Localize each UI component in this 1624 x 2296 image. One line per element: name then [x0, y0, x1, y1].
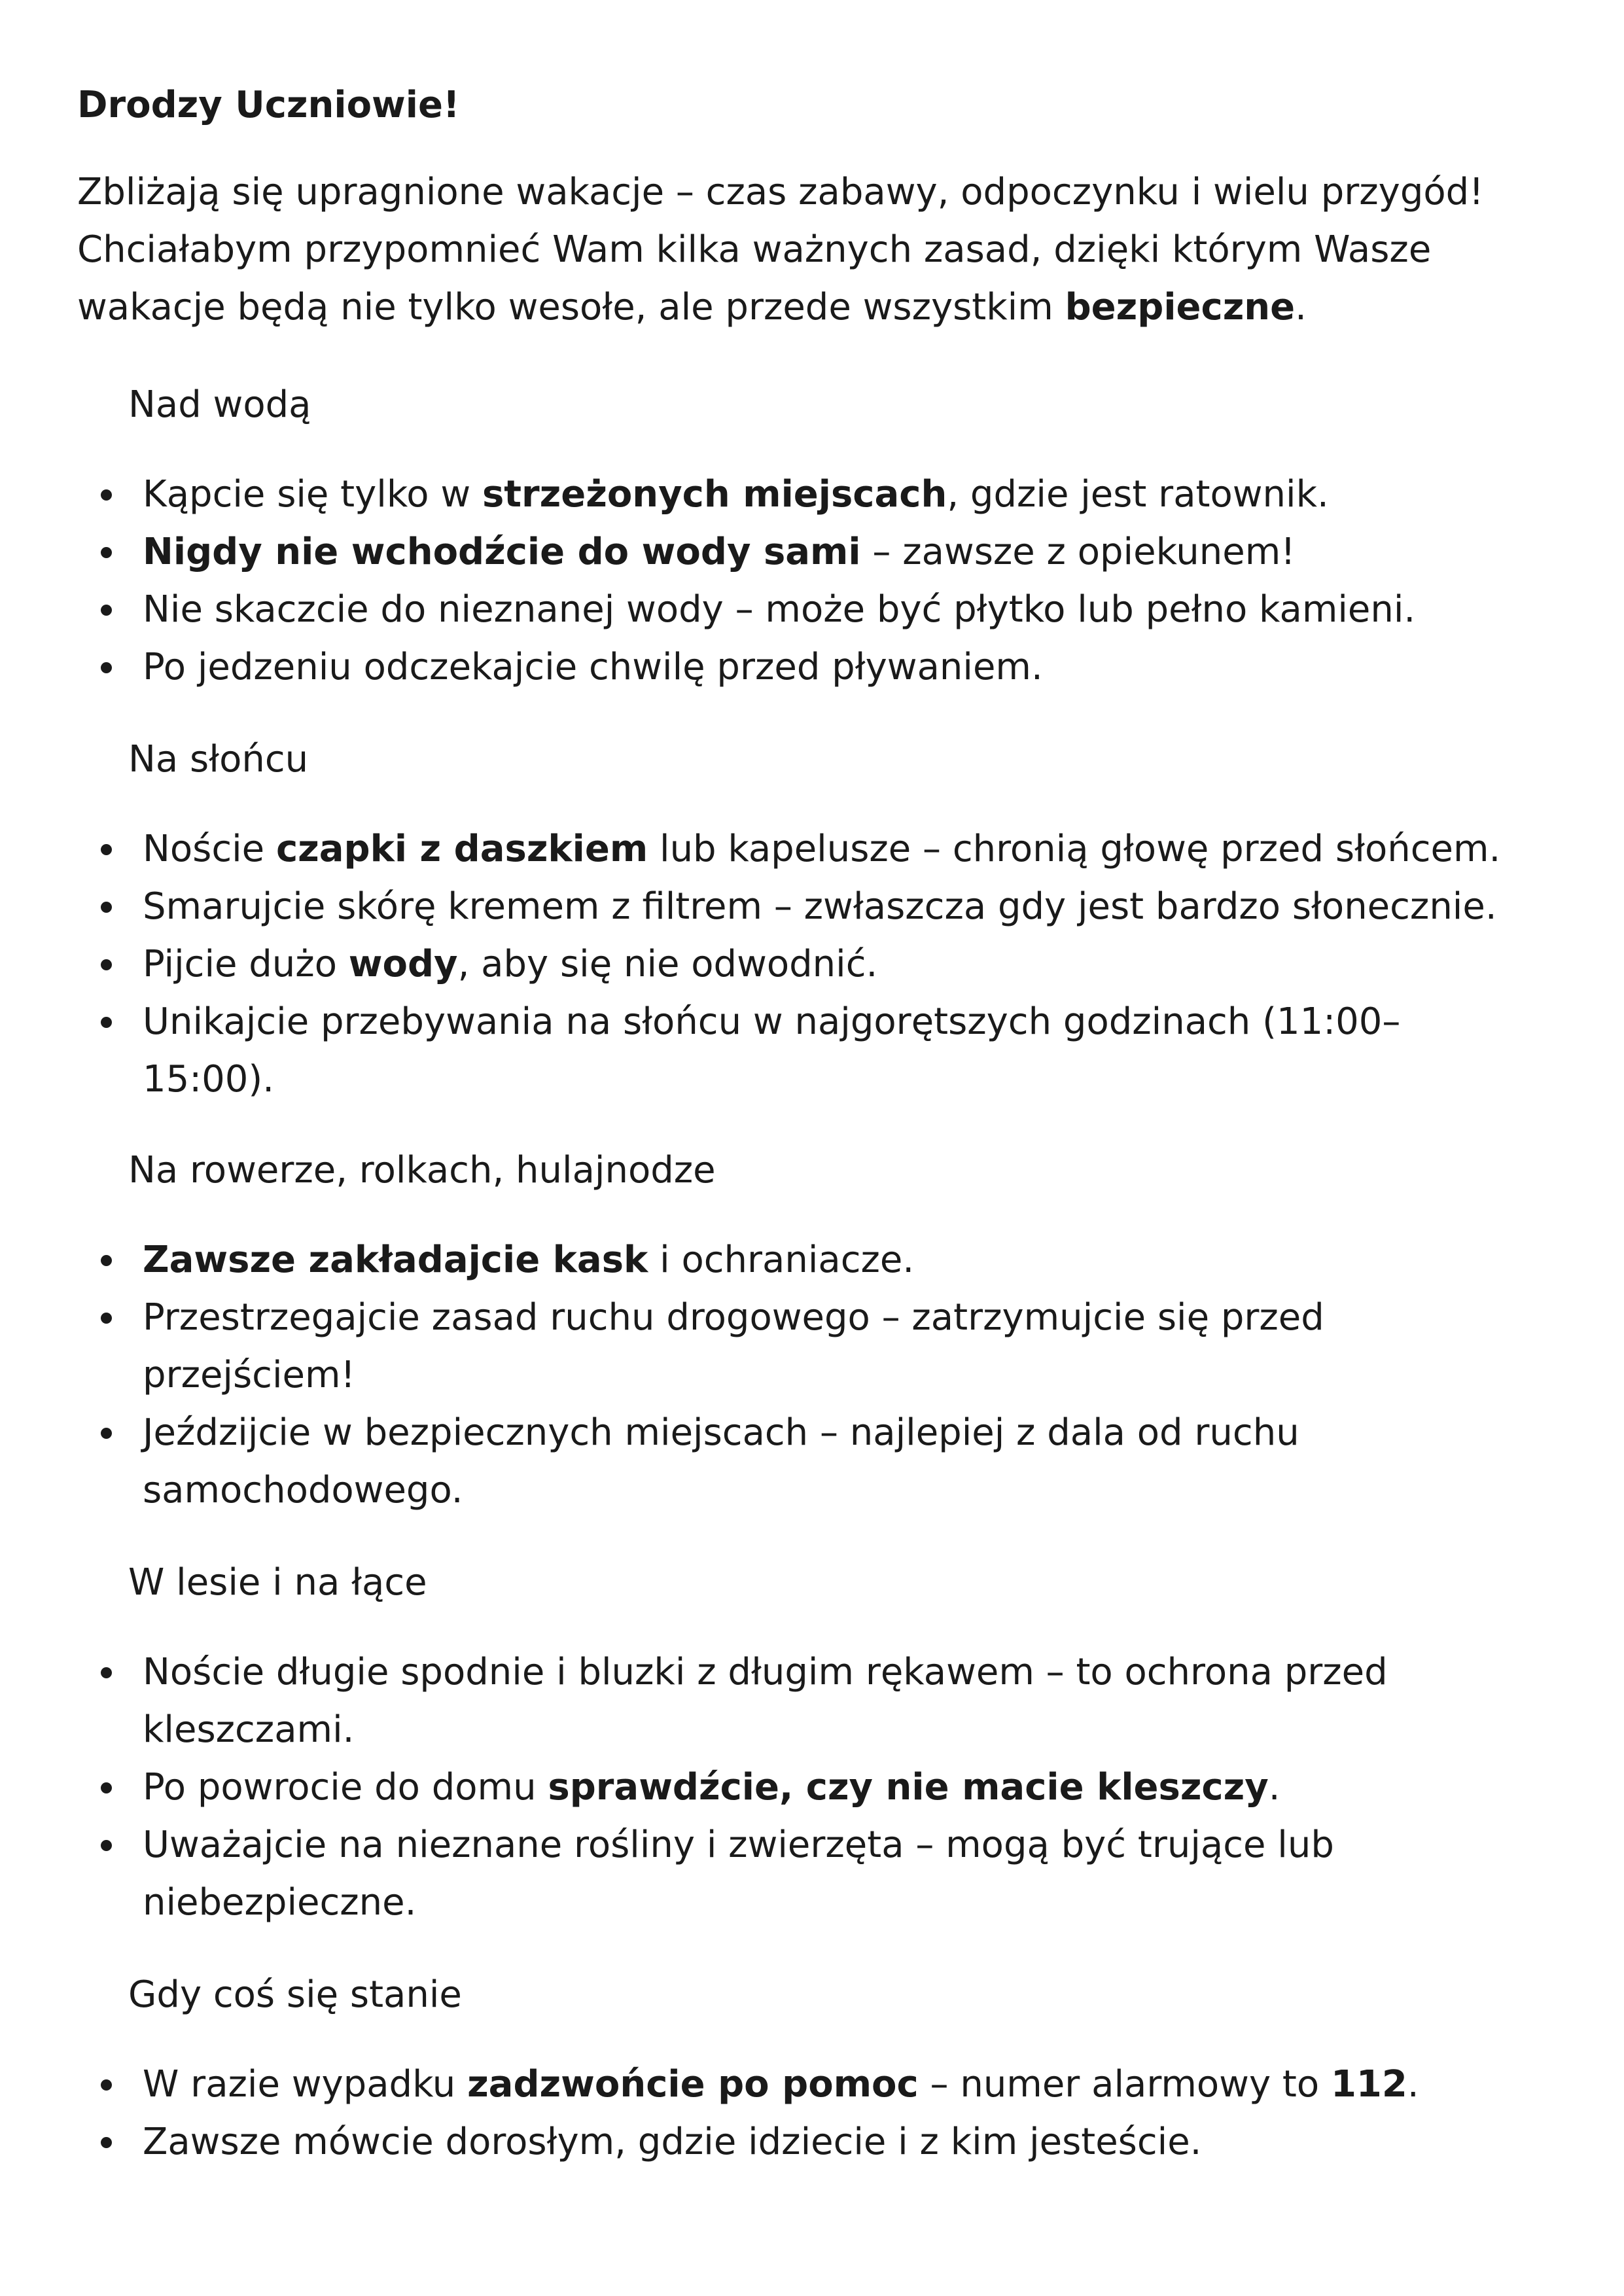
- item-emphasis: Nigdy nie wchodźcie do wody sami: [143, 531, 861, 573]
- item-text: , gdzie jest ratownik.: [947, 473, 1329, 516]
- item-emphasis: sprawdźcie, czy nie macie kleszczy: [548, 1766, 1269, 1809]
- intro-line-3: [77, 279, 1582, 336]
- item-text: – zawsze z opiekunem!: [860, 531, 1296, 573]
- list-item: [0, 1759, 1388, 1816]
- item-text: Pijcie dużo: [143, 943, 349, 985]
- emergency-number: 112: [1330, 2063, 1407, 2106]
- intro-line-3-end: .: [1295, 286, 1307, 328]
- greeting-heading: Drodzy Uczniowie!: [77, 84, 460, 126]
- sun-rules-list: [0, 821, 1500, 1108]
- forest-rules-list: [0, 1644, 1388, 1932]
- list-item: [0, 2056, 1419, 2113]
- emergency-rules-list: [0, 2056, 1419, 2171]
- bullet-icon: [101, 844, 112, 855]
- item-text: Przestrzegajcie zasad ruchu drogowego – zatrzymujcie się przed: [143, 1296, 1324, 1339]
- item-text: Noście: [143, 828, 276, 870]
- item-text: lub kapelusze – chronią głowę przed słońcem.: [648, 828, 1501, 870]
- list-item: [0, 1289, 1324, 1404]
- list-item: [0, 1231, 1324, 1289]
- bullet-icon: [101, 1017, 112, 1028]
- bullet-icon: [101, 2137, 112, 2148]
- item-text: Zawsze mówcie dorosłym, gdzie idziecie i z kim jesteście.: [143, 2121, 1202, 2163]
- intro-line-2: Chciałabym przypomnieć Wam kilka ważnych zasad, dzięki którym Wasze: [77, 228, 1432, 271]
- item-text: Po jedzeniu odczekajcie chwilę przed pływaniem.: [143, 646, 1043, 688]
- item-emphasis: Zawsze zakładajcie kask: [143, 1239, 648, 1281]
- list-item: [0, 878, 1500, 936]
- intro-line-1: Zbliżają się upragnione wakacje – czas zabawy, odpoczynku i wielu przygód!: [77, 171, 1484, 213]
- intro-emphasis: bezpieczne: [1065, 286, 1296, 328]
- item-text: Kąpcie się tylko w: [143, 473, 482, 516]
- item-emphasis: zadzwońcie po pomoc: [467, 2063, 919, 2106]
- list-item: [0, 1404, 1324, 1519]
- section-heading-bike: Na rowerze, rolkach, hulajnodze: [128, 1149, 716, 1192]
- list-item: [0, 523, 1415, 581]
- section-heading-sun: Na słońcu: [128, 738, 309, 781]
- item-text: Unikajcie przebywania na słońcu w najgorętszych godzinach (11:00–: [143, 1000, 1401, 1043]
- list-item: [0, 2113, 1419, 2171]
- item-text: samochodowego.: [143, 1469, 463, 1511]
- item-emphasis: wody: [348, 943, 458, 985]
- list-item: [0, 1644, 1388, 1759]
- item-text: przejściem!: [143, 1354, 355, 1396]
- item-text: kleszczami.: [143, 1708, 355, 1751]
- item-text: , aby się nie odwodnić.: [457, 943, 878, 985]
- bullet-icon: [101, 1255, 112, 1266]
- item-text: 15:00).: [143, 1058, 275, 1101]
- item-text: Noście długie spodnie i bluzki z długim rękawem – to ochrona przed: [143, 1651, 1388, 1693]
- item-text: Nie skaczcie do nieznanej wody – może być płytko lub pełno kamieni.: [143, 588, 1416, 631]
- list-item: [0, 993, 1500, 1108]
- bullet-icon: [101, 959, 112, 970]
- list-item: [0, 581, 1415, 639]
- bullet-icon: [101, 1428, 112, 1439]
- section-heading-forest: W lesie i na łące: [128, 1561, 427, 1604]
- bullet-icon: [101, 2079, 112, 2091]
- intro-paragraph: [77, 164, 1582, 336]
- bullet-icon: [101, 1667, 112, 1678]
- section-heading-emergency: Gdy coś się stanie: [128, 1973, 462, 2016]
- item-text: Uważajcie na nieznane rośliny i zwierzęta – mogą być trujące lub: [143, 1824, 1334, 1866]
- bullet-icon: [101, 489, 112, 501]
- section-heading-water: Nad wodą: [128, 383, 311, 426]
- bullet-icon: [101, 1313, 112, 1324]
- list-item: [0, 639, 1415, 696]
- bullet-icon: [101, 1840, 112, 1851]
- item-text: Jeździjcie w bezpiecznych miejscach – najlepiej z dala od ruchu: [143, 1411, 1299, 1454]
- list-item: [0, 1816, 1388, 1932]
- item-text: niebezpieczne.: [143, 1881, 417, 1924]
- list-item: [0, 936, 1500, 993]
- item-text: Smarujcie skórę kremem z filtrem – zwłaszcza gdy jest bardzo słonecznie.: [143, 885, 1497, 928]
- item-emphasis: strzeżonych miejscach: [482, 473, 947, 516]
- water-rules-list: [0, 466, 1415, 696]
- item-text: .: [1268, 1766, 1280, 1809]
- bullet-icon: [101, 1782, 112, 1793]
- list-item: [0, 821, 1500, 878]
- bike-rules-list: [0, 1231, 1324, 1519]
- bullet-icon: [101, 662, 112, 673]
- item-text: Po powrocie do domu: [143, 1766, 548, 1809]
- item-text: .: [1407, 2063, 1419, 2106]
- item-text: – numer alarmowy to: [918, 2063, 1331, 2106]
- item-emphasis: czapki z daszkiem: [275, 828, 648, 870]
- bullet-icon: [101, 605, 112, 616]
- bullet-icon: [101, 547, 112, 558]
- bullet-icon: [101, 902, 112, 913]
- item-text: i ochraniacze.: [648, 1239, 915, 1281]
- list-item: [0, 466, 1415, 523]
- item-text: W razie wypadku: [143, 2063, 468, 2106]
- intro-line-3-text: wakacje będą nie tylko wesołe, ale przede wszystkim: [77, 286, 1065, 328]
